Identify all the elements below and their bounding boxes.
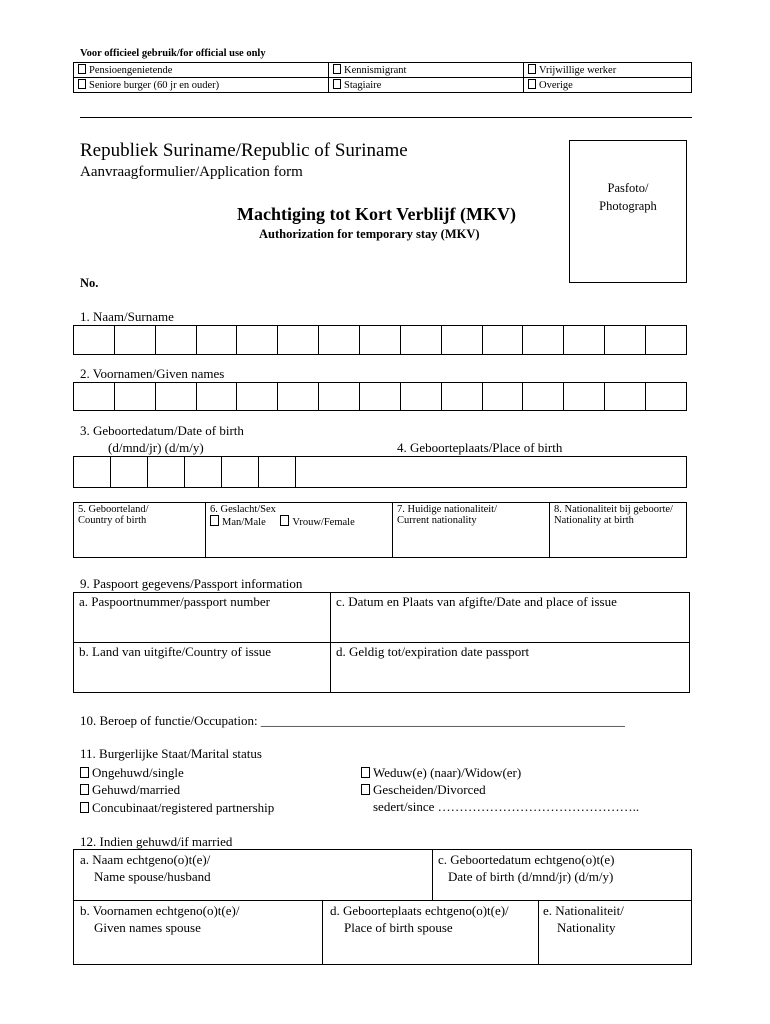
marital-since-field[interactable]: sedert/since ………………………………………..: [373, 799, 640, 814]
page-subtitle: Authorization for temporary stay (MKV): [259, 227, 480, 241]
official-option-other[interactable]: Overige: [524, 78, 692, 93]
application-number-label: No.: [80, 276, 99, 290]
official-use-table: [73, 62, 692, 93]
dob-format-label: (d/mnd/jr) (d/m/y): [108, 440, 204, 455]
checkbox-icon: [333, 64, 341, 74]
sex-cell: 6. Geslacht/Sex Man/Male Vrouw/Female: [206, 503, 393, 558]
checkbox-icon: [78, 64, 86, 74]
sex-male-option[interactable]: Man/Male: [210, 517, 266, 528]
dob-pob-grid[interactable]: [73, 456, 687, 488]
nationality-at-birth-cell[interactable]: 8. Nationaliteit bij geboorte/ Nationality at birth: [550, 503, 687, 558]
marital-single-option[interactable]: Ongehuwd/single: [80, 765, 184, 781]
checkbox-icon: [528, 79, 536, 89]
checkbox-icon: [78, 79, 86, 89]
form-heading: Aanvraagformulier/Application form: [80, 164, 303, 180]
spouse-divider: [432, 849, 433, 900]
spouse-given-names-cell[interactable]: b. Voornamen echtgeno(o)t(e)/ Given names spouse: [80, 903, 240, 935]
photo-label-en: Photograph: [599, 199, 657, 213]
given-names-input-grid[interactable]: [73, 382, 687, 411]
sex-female-option[interactable]: Vrouw/Female: [280, 517, 354, 528]
marital-divorced-option[interactable]: Gescheiden/Divorced: [361, 782, 486, 798]
checkbox-icon: [361, 784, 370, 795]
passport-issue-date-place-cell[interactable]: c. Datum en Plaats van afgifte/Date and place of issue: [331, 593, 690, 643]
marital-widow-option[interactable]: Weduw(e) (naar)/Widow(er): [361, 765, 521, 781]
official-option-volunteer[interactable]: Vrijwillige werker: [524, 63, 692, 78]
checkbox-icon: [210, 515, 219, 526]
spouse-dob-cell[interactable]: c. Geboortedatum echtgeno(o)t(e) Date of birth (d/mnd/jr) (d/m/y): [438, 852, 615, 884]
country-heading: Republiek Suriname/Republic of Suriname: [80, 140, 408, 161]
spouse-section-title: 12. Indien gehuwd/if married: [80, 834, 233, 849]
checkbox-icon: [80, 802, 89, 813]
marital-status-title: 11. Burgerlijke Staat/Marital status: [80, 746, 262, 761]
spouse-pob-cell[interactable]: d. Geboorteplaats echtgeno(o)t(e)/ Place of birth spouse: [330, 903, 509, 935]
surname-label: 1. Naam/Surname: [80, 309, 174, 324]
checkbox-icon: [80, 767, 89, 778]
official-option-senior[interactable]: Seniore burger (60 jr en ouder): [74, 78, 329, 93]
official-option-pensioner[interactable]: Pensioengenietende: [74, 63, 329, 78]
spouse-divider: [322, 900, 323, 965]
marital-partnership-option[interactable]: Concubinaat/registered partnership: [80, 800, 274, 816]
spouse-divider: [73, 900, 692, 901]
checkbox-icon: [528, 64, 536, 74]
official-option-intern[interactable]: Stagiaire: [329, 78, 524, 93]
photo-box[interactable]: [569, 140, 687, 283]
current-nationality-cell[interactable]: 7. Huidige nationaliteit/ Current nationality: [393, 503, 550, 558]
surname-input-grid[interactable]: [73, 325, 687, 355]
checkbox-icon: [333, 79, 341, 89]
spouse-nationality-cell[interactable]: e. Nationaliteit/ Nationality: [543, 903, 624, 935]
spouse-name-cell[interactable]: a. Naam echtgeno(o)t(e)/ Name spouse/husband: [80, 852, 211, 884]
checkbox-icon: [361, 767, 370, 778]
checkbox-icon: [80, 784, 89, 795]
passport-number-cell[interactable]: a. Paspoortnummer/passport number: [74, 593, 331, 643]
spouse-divider: [538, 900, 539, 965]
marital-married-option[interactable]: Gehuwd/married: [80, 782, 180, 798]
given-names-label: 2. Voornamen/Given names: [80, 366, 225, 381]
passport-expiration-cell[interactable]: d. Geldig tot/expiration date passport: [331, 643, 690, 693]
country-of-birth-cell[interactable]: 5. Geboorteland/ Country of birth: [74, 503, 206, 558]
pob-label: 4. Geboorteplaats/Place of birth: [397, 440, 563, 455]
official-option-knowledge-migrant[interactable]: Kennismigrant: [329, 63, 524, 78]
checkbox-icon: [280, 515, 289, 526]
passport-section-title: 9. Paspoort gegevens/Passport information: [80, 576, 303, 591]
separator: [80, 117, 692, 118]
official-use-heading: Voor officieel gebruik/for official use only: [80, 48, 266, 59]
birth-nationality-table: [73, 502, 687, 558]
dob-label: 3. Geboortedatum/Date of birth: [80, 423, 244, 438]
occupation-field[interactable]: 10. Beroep of functie/Occupation: ________________________________________________________: [80, 713, 625, 728]
photo-label: Pasfoto/: [607, 181, 649, 195]
page-title: Machtiging tot Kort Verblijf (MKV): [237, 204, 516, 224]
passport-table: [73, 592, 690, 693]
passport-country-cell[interactable]: b. Land van uitgifte/Country of issue: [74, 643, 331, 693]
